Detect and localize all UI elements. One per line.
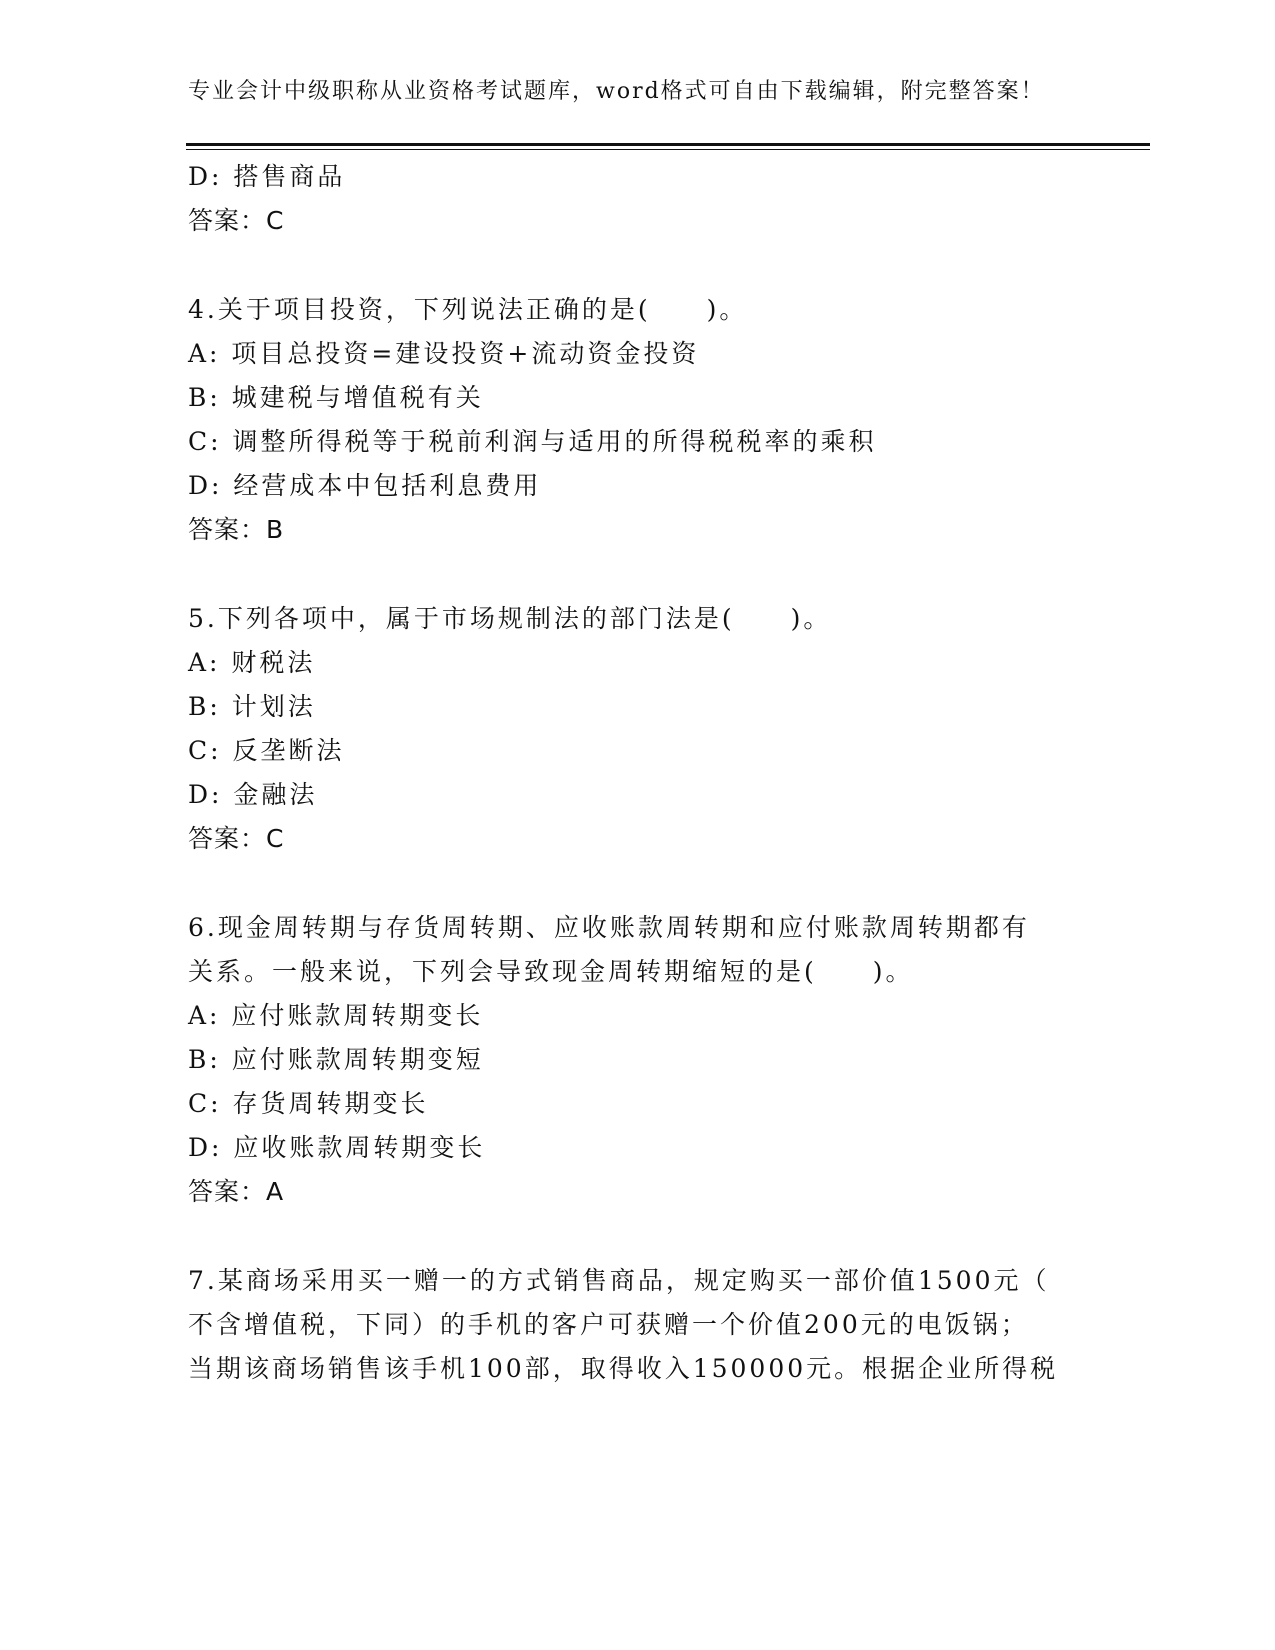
q5-option-c: C: 反垄断法: [188, 736, 345, 765]
q6-answer: 答案：A: [188, 1177, 285, 1206]
q6-stem-line2: 关系。一般来说，下列会导致现金周转期缩短的是( )。: [188, 957, 914, 986]
q5-answer: 答案：C: [188, 824, 285, 853]
q3-answer: 答案：C: [188, 206, 285, 235]
q4-stem: 4.关于项目投资，下列说法正确的是( )。: [188, 295, 748, 324]
q7-stem-line2: 不含增值税，下同）的手机的客户可获赠一个价值200元的电饭锅；: [188, 1310, 1029, 1339]
q6-option-a: A: 应付账款周转期变长: [188, 1001, 484, 1030]
q5-option-a: A: 财税法: [188, 648, 316, 677]
q3-option-d: D: 搭售商品: [188, 162, 346, 191]
q5-option-b: B: 计划法: [188, 692, 316, 721]
q6-option-d: D: 应收账款周转期变长: [188, 1133, 486, 1162]
q4-option-d: D: 经营成本中包括利息费用: [188, 471, 542, 500]
header-rule-thick: [186, 143, 1150, 146]
q7-stem-line1: 7.某商场采用买一赠一的方式销售商品，规定购买一部价值1500元（: [188, 1266, 1050, 1295]
q6-stem-line1: 6.现金周转期与存货周转期、应收账款周转期和应付账款周转期都有: [188, 913, 1030, 942]
q4-option-c: C: 调整所得税等于税前利润与适用的所得税税率的乘积: [188, 427, 877, 456]
q6-option-c: C: 存货周转期变长: [188, 1089, 429, 1118]
q5-option-d: D: 金融法: [188, 780, 318, 809]
q4-answer: 答案：B: [188, 515, 285, 544]
q7-stem-line3: 当期该商场销售该手机100部，取得收入150000元。根据企业所得税: [188, 1354, 1059, 1383]
q4-option-a: A: 项目总投资=建设投资+流动资金投资: [188, 339, 700, 368]
q6-option-b: B: 应付账款周转期变短: [188, 1045, 484, 1074]
q5-stem: 5.下列各项中，属于市场规制法的部门法是( )。: [188, 604, 832, 633]
header-rule-thin: [186, 149, 1150, 150]
page-header: 专业会计中级职称从业资格考试题库，word格式可自由下载编辑，附完整答案！: [188, 79, 1045, 104]
q4-option-b: B: 城建税与增值税有关: [188, 383, 484, 412]
